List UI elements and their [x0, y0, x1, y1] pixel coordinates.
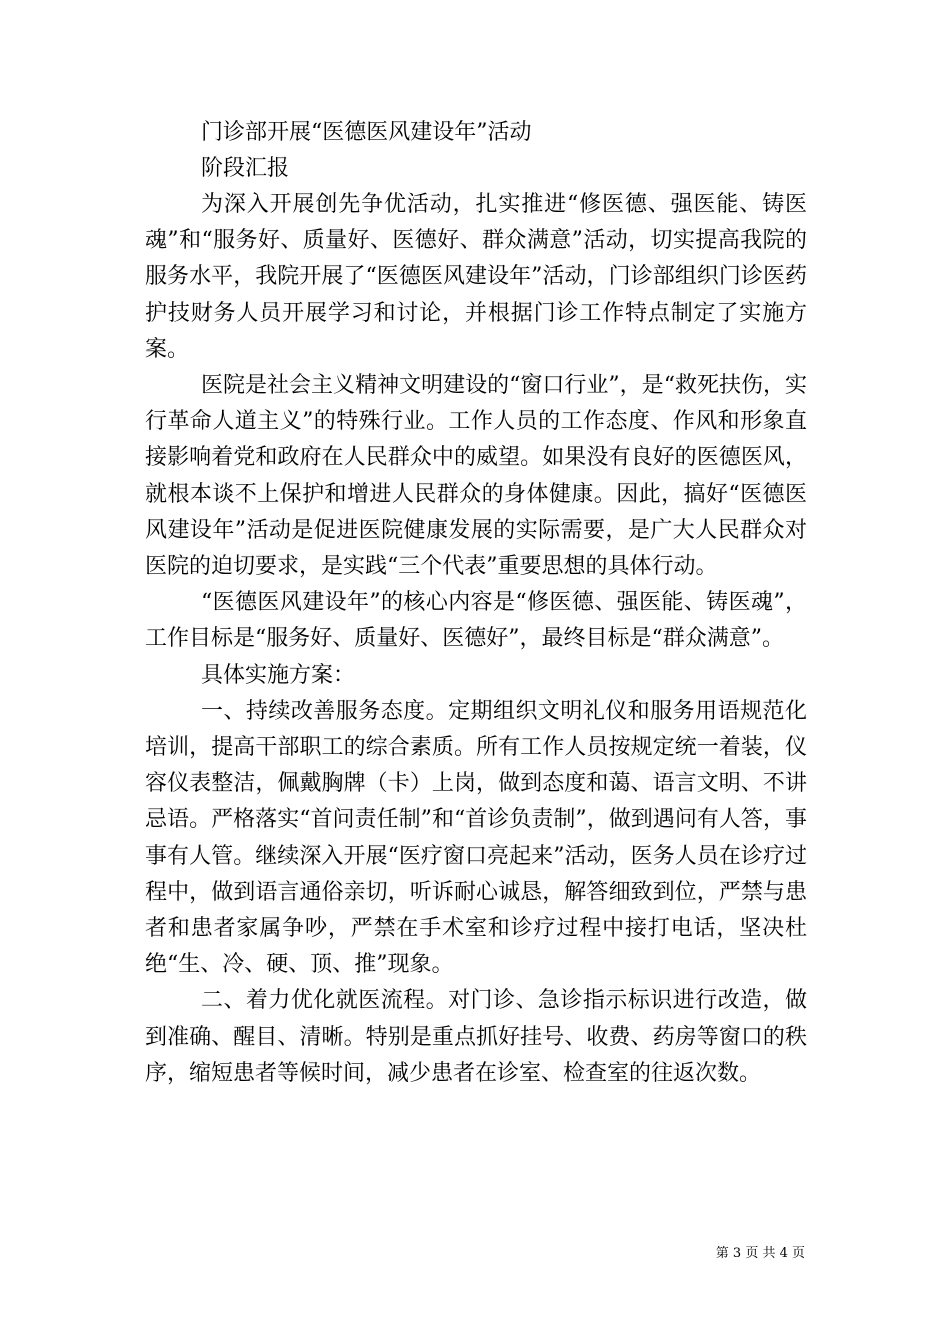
paragraph-background: 医院是社会主义精神文明建设的“窗口行业”，是“救死扶伤，实行革命人道主义”的特殊行业。工作人员的工作态度、作风和形象直接影响着党和政府在人民群众中的威望。如果没有良好的医德医风，就根本谈不上保护和增进人民群众的身体健康。因此，搞好“医德医风建设年”活动是促进医院健康发展的实际需要，是广大人民群众对医院的迫切要求，是实践“三个代表”重要思想的具体行动。 — [145, 373, 807, 580]
paragraph-item-one: 一、持续改善服务态度。定期组织文明礼仪和服务用语规范化培训，提高干部职工的综合素质。所有工作人员按规定统一着装，仪容仪表整洁，佩戴胸牌（卡）上岗，做到态度和蔼、语言文明、不讲忌语。严格落实“首问责任制”和“首诊负责制”，做到遇问有人答，事事有人管。继续深入开展“医疗窗口亮起来”活动，医务人员在诊疗过程中，做到语言通俗亲切，听诉耐心诚恳，解答细致到位，严禁与患者和患者家属争吵，严禁在手术室和诊疗过程中接打电话，坚决杜绝“生、冷、硬、顶、推”现象。 — [145, 698, 807, 978]
paragraph-intro: 为深入开展创先争优活动，扎实推进“修医德、强医能、铸医魂”和“服务好、质量好、医德好、群众满意”活动，切实提高我院的服务水平，我院开展了“医德医风建设年”活动，门诊部组织门诊医药护技财务人员开展学习和讨论，并根据门诊工作特点制定了实施方案。 — [145, 192, 807, 362]
paragraph-core-content: “医德医风建设年”的核心内容是“修医德、强医能、铸医魂”，工作目标是“服务好、质量好、医德好”，最终目标是“群众满意”。 — [145, 590, 807, 652]
section-heading-plan: 具体实施方案： — [201, 662, 356, 688]
page-number-footer: 第 3 页 共 4 页 — [715, 1246, 805, 1261]
document-title: 门诊部开展“医德医风建设年”活动 — [201, 120, 532, 145]
paragraph-item-two: 二、着力优化就医流程。对门诊、急诊指示标识进行改造，做到准确、醒目、清晰。特别是重点抓好挂号、收费、药房等窗口的秩序，缩短患者等候时间，减少患者在诊室、检查室的往返次数。 — [145, 988, 807, 1086]
document-subtitle: 阶段汇报 — [201, 156, 290, 181]
document-body — [145, 115, 807, 1092]
